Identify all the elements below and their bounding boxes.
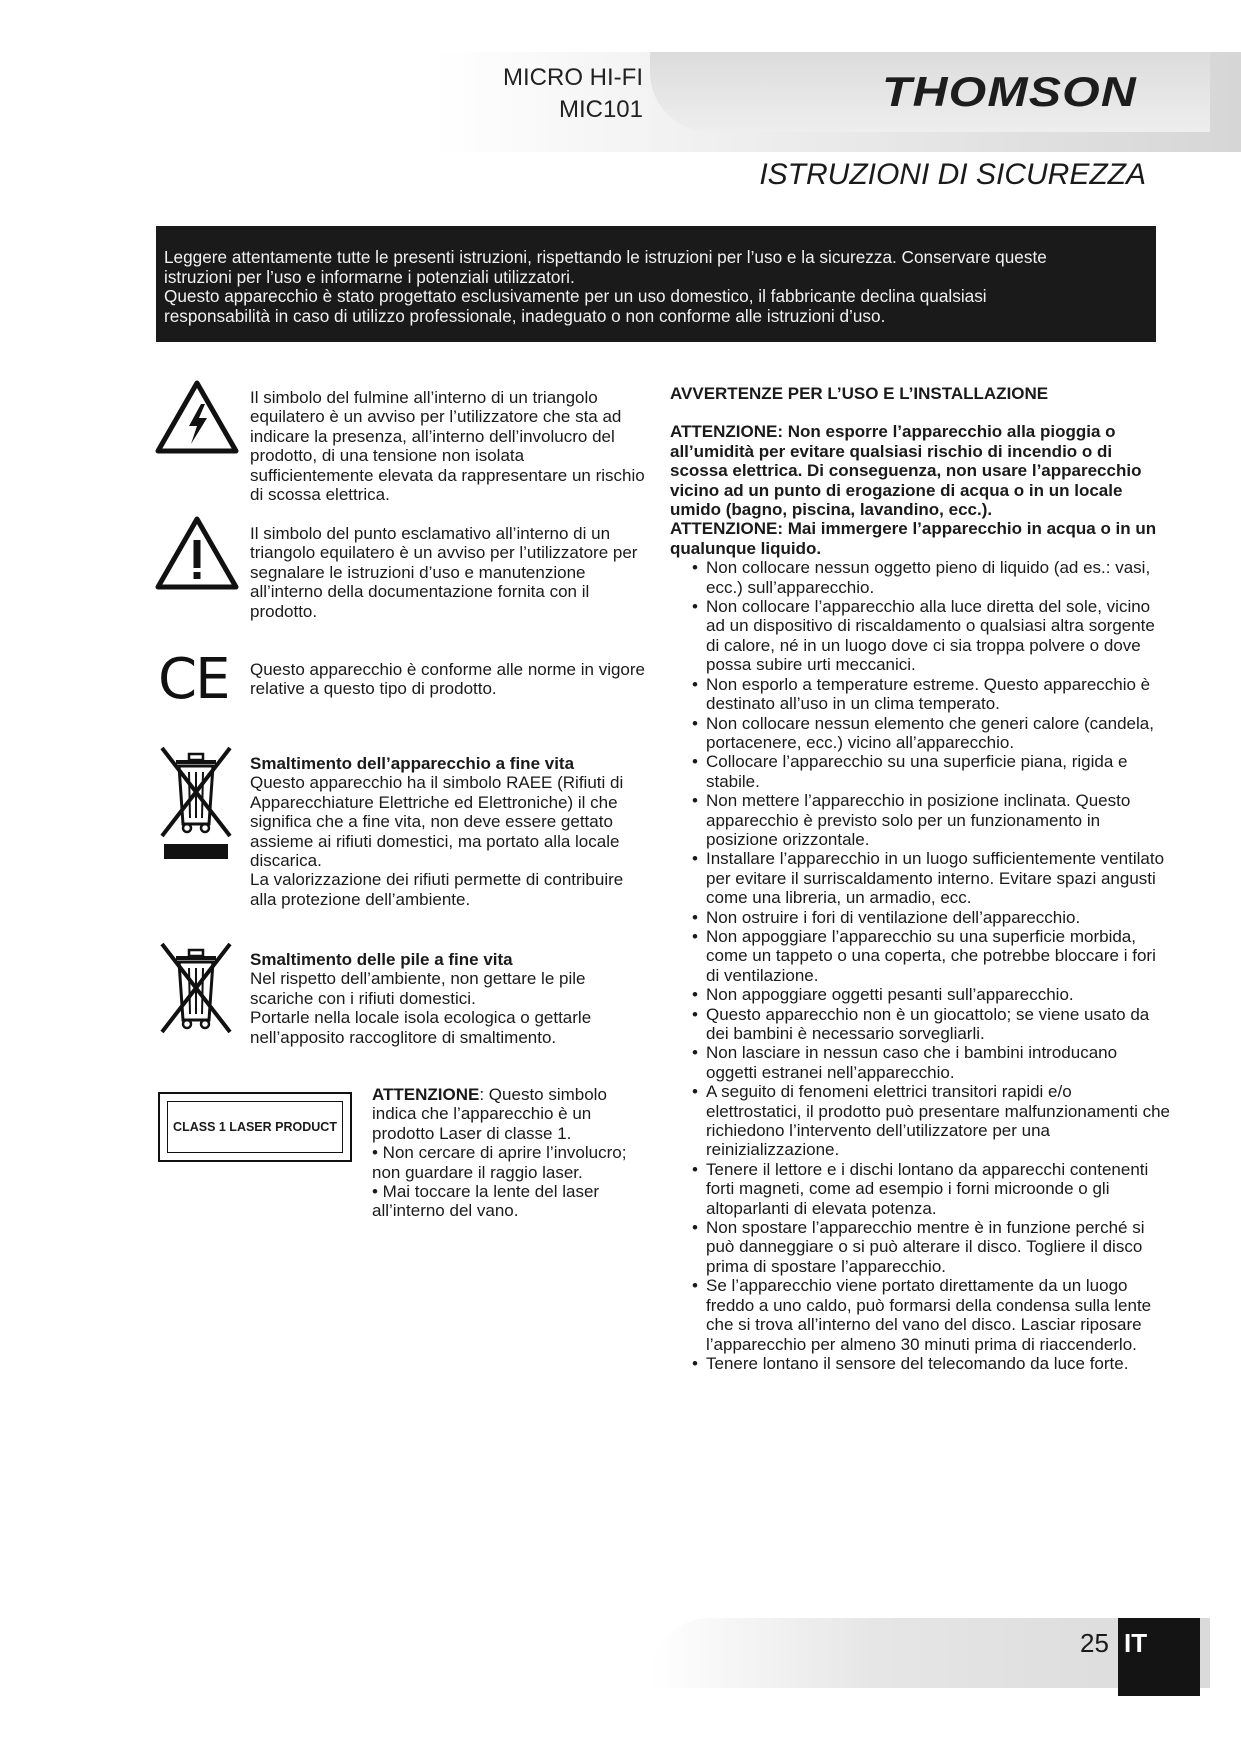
warning-paragraph: ATTENZIONE: Non esporre l’apparecchio alla pioggia o all’umidità per evitare qualsiasi rischio di incendio o di scossa elettrica. Di conseguenza, non usare l’apparecchio vicino ad un punto di erogazione di acqua o in un locale umido (bagno, piscina, lavandino, ecc.). bbox=[670, 422, 1142, 520]
page-number: 25 bbox=[1080, 1628, 1109, 1658]
section-heading: AVVERTENZE PER L’USO E L’INSTALLAZIONE bbox=[670, 384, 1049, 403]
warning-list bbox=[670, 558, 1170, 1373]
battery-text: Portarle nella locale isola ecologica o gettarle nell’apposito raccoglitore di smaltimento. bbox=[250, 1008, 592, 1047]
lightning-triangle-icon bbox=[155, 380, 239, 454]
intro-box bbox=[156, 226, 1156, 342]
ce-description bbox=[250, 660, 650, 699]
laser-warning bbox=[372, 1085, 642, 1143]
exclamation-text: Il simbolo del punto esclamativo all’interno di un triangolo equilatero è un avviso per l’utilizzatore per segnalare le istruzioni d’uso e manutenzione all’interno della documentazione fornita con il prodotto. bbox=[250, 524, 638, 621]
brand-logo: THOMSON bbox=[882, 68, 1137, 115]
laser-label: CLASS 1 LASER PRODUCT bbox=[167, 1101, 343, 1153]
laser-bullet: • Mai toccare la lente del laser all’interno del vano. bbox=[372, 1182, 600, 1221]
battery-text: Nel rispetto dell’ambiente, non gettare le pile scariche con i rifiuti domestici. bbox=[250, 969, 586, 1008]
laser-bullet: • Non cercare di aprire l’involucro; non guardare il raggio laser. bbox=[372, 1143, 627, 1182]
battery-bin-icon bbox=[158, 940, 234, 1036]
warning-item: • Questo apparecchio non è un giocattolo; se viene usato da dei bambini è necessario sorvegliarli. bbox=[670, 1005, 1170, 1044]
warning-item: • Non collocare nessun oggetto pieno di liquido (ad es.: vasi, ecc.) sull’apparecchio. bbox=[670, 558, 1170, 597]
warning-item: • Installare l’apparecchio in un luogo sufficientemente ventilato per evitare il surriscaldamento interno. Evitare spazi angusti come una libreria, un armadio, ecc. bbox=[670, 849, 1170, 907]
exclamation-description bbox=[250, 524, 650, 621]
language-tab: IT bbox=[1118, 1618, 1200, 1696]
weee-title: Smaltimento dell’apparecchio a fine vita bbox=[250, 754, 575, 773]
laser-warning-label: ATTENZIONE bbox=[372, 1085, 480, 1104]
warning-paragraph: ATTENZIONE: Mai immergere l’apparecchio in acqua o in un qualunque liquido. bbox=[670, 519, 1157, 558]
warning-item: • Non lasciare in nessun caso che i bambini introducano oggetti estranei nell’apparecchio. bbox=[670, 1043, 1170, 1082]
warning-item: • Non esporlo a temperature estreme. Questo apparecchio è destinato all’uso in un clima temperato. bbox=[670, 675, 1170, 714]
laser-label-box bbox=[158, 1092, 352, 1162]
laser-description bbox=[372, 1085, 642, 1221]
warning-item: • Non spostare l’apparecchio mentre è in funzione perché si può danneggiare o si può alterare il disco. Togliere il disco prima di spostare l’apparecchio. bbox=[670, 1218, 1170, 1276]
ce-text: Questo apparecchio è conforme alle norme in vigore relative a questo tipo di prodotto. bbox=[250, 660, 645, 699]
product-line: MICRO HI-FI bbox=[503, 64, 643, 91]
warning-item: • Se l’apparecchio viene portato direttamente da un luogo freddo a uno caldo, può formarsi della condensa sulla lente che si trova all’interno del vano del disco. Lasciar riposare l’apparecchio per almeno 30 minuti prima di riaccenderlo. bbox=[670, 1276, 1170, 1354]
laser-warning-text: : Questo simbolo indica che l’apparecchio è un prodotto Laser di classe 1. bbox=[372, 1085, 607, 1143]
warning-item: • Non ostruire i fori di ventilazione dell’apparecchio. bbox=[670, 908, 1170, 927]
battery-description bbox=[250, 950, 650, 1047]
weee-text: La valorizzazione dei rifiuti permette di contribuire alla protezione dell’ambiente. bbox=[250, 870, 624, 909]
product-model: MIC101 bbox=[558, 96, 643, 123]
warning-item: • Non appoggiare l’apparecchio su una superficie morbida, come un tappeto o una coperta, che potrebbe bloccare i fori di ventilazione. bbox=[670, 927, 1170, 985]
intro-line: responsabilità in caso di utilizzo professionale, inadeguato o non conforme alle istruzioni d’uso. bbox=[164, 305, 886, 326]
weee-description bbox=[250, 754, 650, 909]
ce-mark-icon: CE bbox=[158, 647, 229, 712]
warning-item: • Non collocare l’apparecchio alla luce diretta del sole, vicino ad un dispositivo di riscaldamento o qualsiasi altra sorgente di calore, né in un luogo dove ci sia troppa polvere o dove possa subire urti meccanici. bbox=[670, 597, 1170, 675]
warning-item: • Non appoggiare oggetti pesanti sull’apparecchio. bbox=[670, 985, 1170, 1004]
lightning-text: Il simbolo del fulmine all’interno di un triangolo equilatero è un avviso per l’utilizzatore che sta ad indicare la presenza, all’interno dell’involucro del prodotto, di una tensione non isolata sufficientemente elevata da rappresentare un rischio di scossa elettrica. bbox=[250, 388, 645, 505]
battery-title: Smaltimento delle pile a fine vita bbox=[250, 950, 513, 969]
warning-item: • Non mettere l’apparecchio in posizione inclinata. Questo apparecchio è previsto solo per un funzionamento in posizione orizzontale. bbox=[670, 791, 1170, 849]
weee-text: Questo apparecchio ha il simbolo RAEE (Rifiuti di Apparecchiature Elettriche ed Elettroniche) il che significa che a fine vita, non deve essere gettato assieme ai rifiuti domestici, ma portato alla locale discarica. bbox=[250, 773, 624, 871]
warning-item: • Tenere lontano il sensore del telecomando da luce forte. bbox=[670, 1354, 1170, 1373]
page-title: ISTRUZIONI DI SICUREZZA bbox=[759, 158, 1146, 191]
usage-warnings bbox=[670, 384, 1170, 1373]
intro-line: istruzioni per l’uso e informarne i potenziali utilizzatori. bbox=[164, 266, 575, 287]
warning-item: • A seguito di fenomeni elettrici transitori rapidi e/o elettrostatici, il prodotto può presentare malfunzionamenti che richiedono l’intervento dell’utilizzatore per una reinizializzazione. bbox=[670, 1082, 1170, 1160]
warning-item: • Tenere il lettore e i dischi lontano da apparecchi contenenti forti magneti, come ad esempio i forni microonde o gli altoparlanti di elevata potenza. bbox=[670, 1160, 1170, 1218]
warning-item: • Non collocare nessun elemento che generi calore (candela, portacenere, ecc.) vicino all’apparecchio. bbox=[670, 714, 1170, 753]
exclamation-triangle-icon bbox=[155, 516, 239, 590]
product-name bbox=[503, 62, 643, 126]
warning-item: • Collocare l’apparecchio su una superficie piana, rigida e stabile. bbox=[670, 752, 1170, 791]
intro-line: Questo apparecchio è stato progettato esclusivamente per un uso domestico, il fabbricante declina qualsiasi bbox=[164, 286, 987, 306]
lightning-description bbox=[250, 388, 650, 504]
weee-bin-icon bbox=[158, 744, 234, 862]
intro-line: Leggere attentamente tutte le presenti istruzioni, rispettando le istruzioni per l’uso e la sicurezza. Conservare queste bbox=[164, 247, 1047, 267]
